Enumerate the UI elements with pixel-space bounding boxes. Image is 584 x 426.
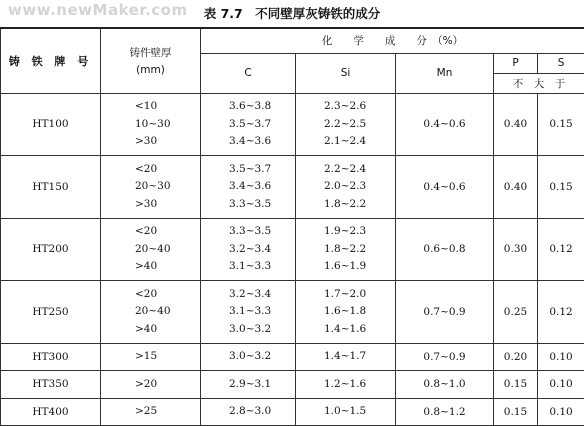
c-cell-line: 2.9~3.1 <box>201 376 295 394</box>
header-grade: 铸 铁 牌 号 <box>1 28 101 93</box>
thickness-cell-line: 20~40 <box>101 241 200 259</box>
thickness-cell-line: 10~30 <box>101 116 200 134</box>
composition-table <box>0 27 584 426</box>
grade-cell: HT350 <box>1 371 101 399</box>
table-row <box>1 371 584 399</box>
c-cell-line: 3.0~3.2 <box>201 348 295 366</box>
mn-cell: 0.4~0.6 <box>396 156 494 219</box>
s-cell: 0.15 <box>538 156 584 219</box>
si-cell <box>296 218 396 281</box>
c-cell-line: 3.2~3.4 <box>201 286 295 304</box>
p-cell: 0.15 <box>494 371 538 399</box>
si-cell-line: 2.3~2.6 <box>296 98 395 116</box>
table-row <box>1 281 584 344</box>
si-cell <box>296 281 396 344</box>
p-cell: 0.20 <box>494 343 538 371</box>
grade-cell: HT200 <box>1 218 101 281</box>
c-cell-line: 3.3~3.5 <box>201 223 295 241</box>
c-cell-line: 3.1~3.3 <box>201 303 295 321</box>
watermark-logo: www.newMaker.com <box>8 1 188 19</box>
si-cell-line: 1.6~1.8 <box>296 303 395 321</box>
si-cell <box>296 343 396 371</box>
table-row <box>1 343 584 371</box>
c-cell <box>201 218 296 281</box>
s-cell: 0.10 <box>538 398 584 426</box>
mn-cell: 0.6~0.8 <box>396 218 494 281</box>
c-cell-line: 3.0~3.2 <box>201 321 295 339</box>
p-cell: 0.30 <box>494 218 538 281</box>
s-cell: 0.10 <box>538 371 584 399</box>
mn-cell: 0.8~1.0 <box>396 371 494 399</box>
header-not-greater: 不 大 于 <box>494 73 584 93</box>
c-cell <box>201 398 296 426</box>
si-cell-line: 1.4~1.6 <box>296 321 395 339</box>
table-row <box>1 93 584 156</box>
si-cell-line: 1.7~2.0 <box>296 286 395 304</box>
thickness-cell-line: >20 <box>101 376 200 394</box>
si-cell-line: 2.1~2.4 <box>296 133 395 151</box>
si-cell-line: 2.0~2.3 <box>296 178 395 196</box>
thickness-cell-line: >30 <box>101 133 200 151</box>
c-cell <box>201 371 296 399</box>
s-cell: 0.12 <box>538 281 584 344</box>
header-si: Si <box>296 53 396 93</box>
thickness-cell-line: 20~30 <box>101 178 200 196</box>
s-cell: 0.15 <box>538 93 584 156</box>
c-cell-line: 2.8~3.0 <box>201 403 295 421</box>
mn-cell: 0.7~0.9 <box>396 281 494 344</box>
c-cell-line: 3.4~3.6 <box>201 133 295 151</box>
table-body <box>1 93 584 426</box>
table-row <box>1 398 584 426</box>
mn-cell: 0.7~0.9 <box>396 343 494 371</box>
header-mn: Mn <box>396 53 494 93</box>
header-thickness <box>101 28 201 93</box>
p-cell: 0.40 <box>494 93 538 156</box>
thickness-cell <box>101 398 201 426</box>
thickness-cell-line: 20~40 <box>101 303 200 321</box>
thickness-cell-line: <20 <box>101 286 200 304</box>
table-title: 表 7.7 不同壁厚灰铸铁的成分 <box>0 4 584 22</box>
thickness-cell-line: >25 <box>101 403 200 421</box>
mn-cell: 0.8~1.2 <box>396 398 494 426</box>
si-cell-line: 2.2~2.5 <box>296 116 395 134</box>
si-cell-line: 1.0~1.5 <box>296 403 395 421</box>
s-cell: 0.12 <box>538 218 584 281</box>
table-row <box>1 218 584 281</box>
s-cell: 0.10 <box>538 343 584 371</box>
si-cell-line: 1.6~1.9 <box>296 258 395 276</box>
header-thickness-unit: (mm) <box>101 64 200 76</box>
si-cell <box>296 156 396 219</box>
thickness-cell <box>101 371 201 399</box>
header-thickness-label: 铸件壁厚 <box>101 45 200 60</box>
si-cell-line: 1.8~2.2 <box>296 241 395 259</box>
si-cell <box>296 93 396 156</box>
thickness-cell <box>101 156 201 219</box>
thickness-cell <box>101 218 201 281</box>
grade-cell: HT300 <box>1 343 101 371</box>
grade-cell: HT100 <box>1 93 101 156</box>
thickness-cell <box>101 93 201 156</box>
thickness-cell-line: <10 <box>101 98 200 116</box>
thickness-cell-line: >30 <box>101 196 200 214</box>
thickness-cell <box>101 281 201 344</box>
c-cell <box>201 156 296 219</box>
si-cell-line: 2.2~2.4 <box>296 161 395 179</box>
thickness-cell-line: >40 <box>101 258 200 276</box>
si-cell <box>296 371 396 399</box>
c-cell-line: 3.2~3.4 <box>201 241 295 259</box>
c-cell-line: 3.1~3.3 <box>201 258 295 276</box>
si-cell <box>296 398 396 426</box>
p-cell: 0.15 <box>494 398 538 426</box>
thickness-cell-line: <20 <box>101 223 200 241</box>
p-cell: 0.40 <box>494 156 538 219</box>
c-cell-line: 3.5~3.7 <box>201 116 295 134</box>
header-composition: 化 学 成 分 （%） <box>201 28 584 53</box>
table-row <box>1 156 584 219</box>
c-cell-line: 3.4~3.6 <box>201 178 295 196</box>
p-cell: 0.25 <box>494 281 538 344</box>
grade-cell: HT250 <box>1 281 101 344</box>
c-cell-line: 3.3~3.5 <box>201 196 295 214</box>
si-cell-line: 1.2~1.6 <box>296 376 395 394</box>
thickness-cell-line: <20 <box>101 161 200 179</box>
header-s: S <box>538 53 584 73</box>
header-p: P <box>494 53 538 73</box>
thickness-cell <box>101 343 201 371</box>
si-cell-line: 1.4~1.7 <box>296 348 395 366</box>
c-cell-line: 3.6~3.8 <box>201 98 295 116</box>
thickness-cell-line: >15 <box>101 348 200 366</box>
c-cell <box>201 93 296 156</box>
header-c: C <box>201 53 296 93</box>
si-cell-line: 1.8~2.2 <box>296 196 395 214</box>
c-cell-line: 3.5~3.7 <box>201 161 295 179</box>
si-cell-line: 1.9~2.3 <box>296 223 395 241</box>
grade-cell: HT150 <box>1 156 101 219</box>
grade-cell: HT400 <box>1 398 101 426</box>
mn-cell: 0.4~0.6 <box>396 93 494 156</box>
c-cell <box>201 281 296 344</box>
c-cell <box>201 343 296 371</box>
thickness-cell-line: >40 <box>101 321 200 339</box>
